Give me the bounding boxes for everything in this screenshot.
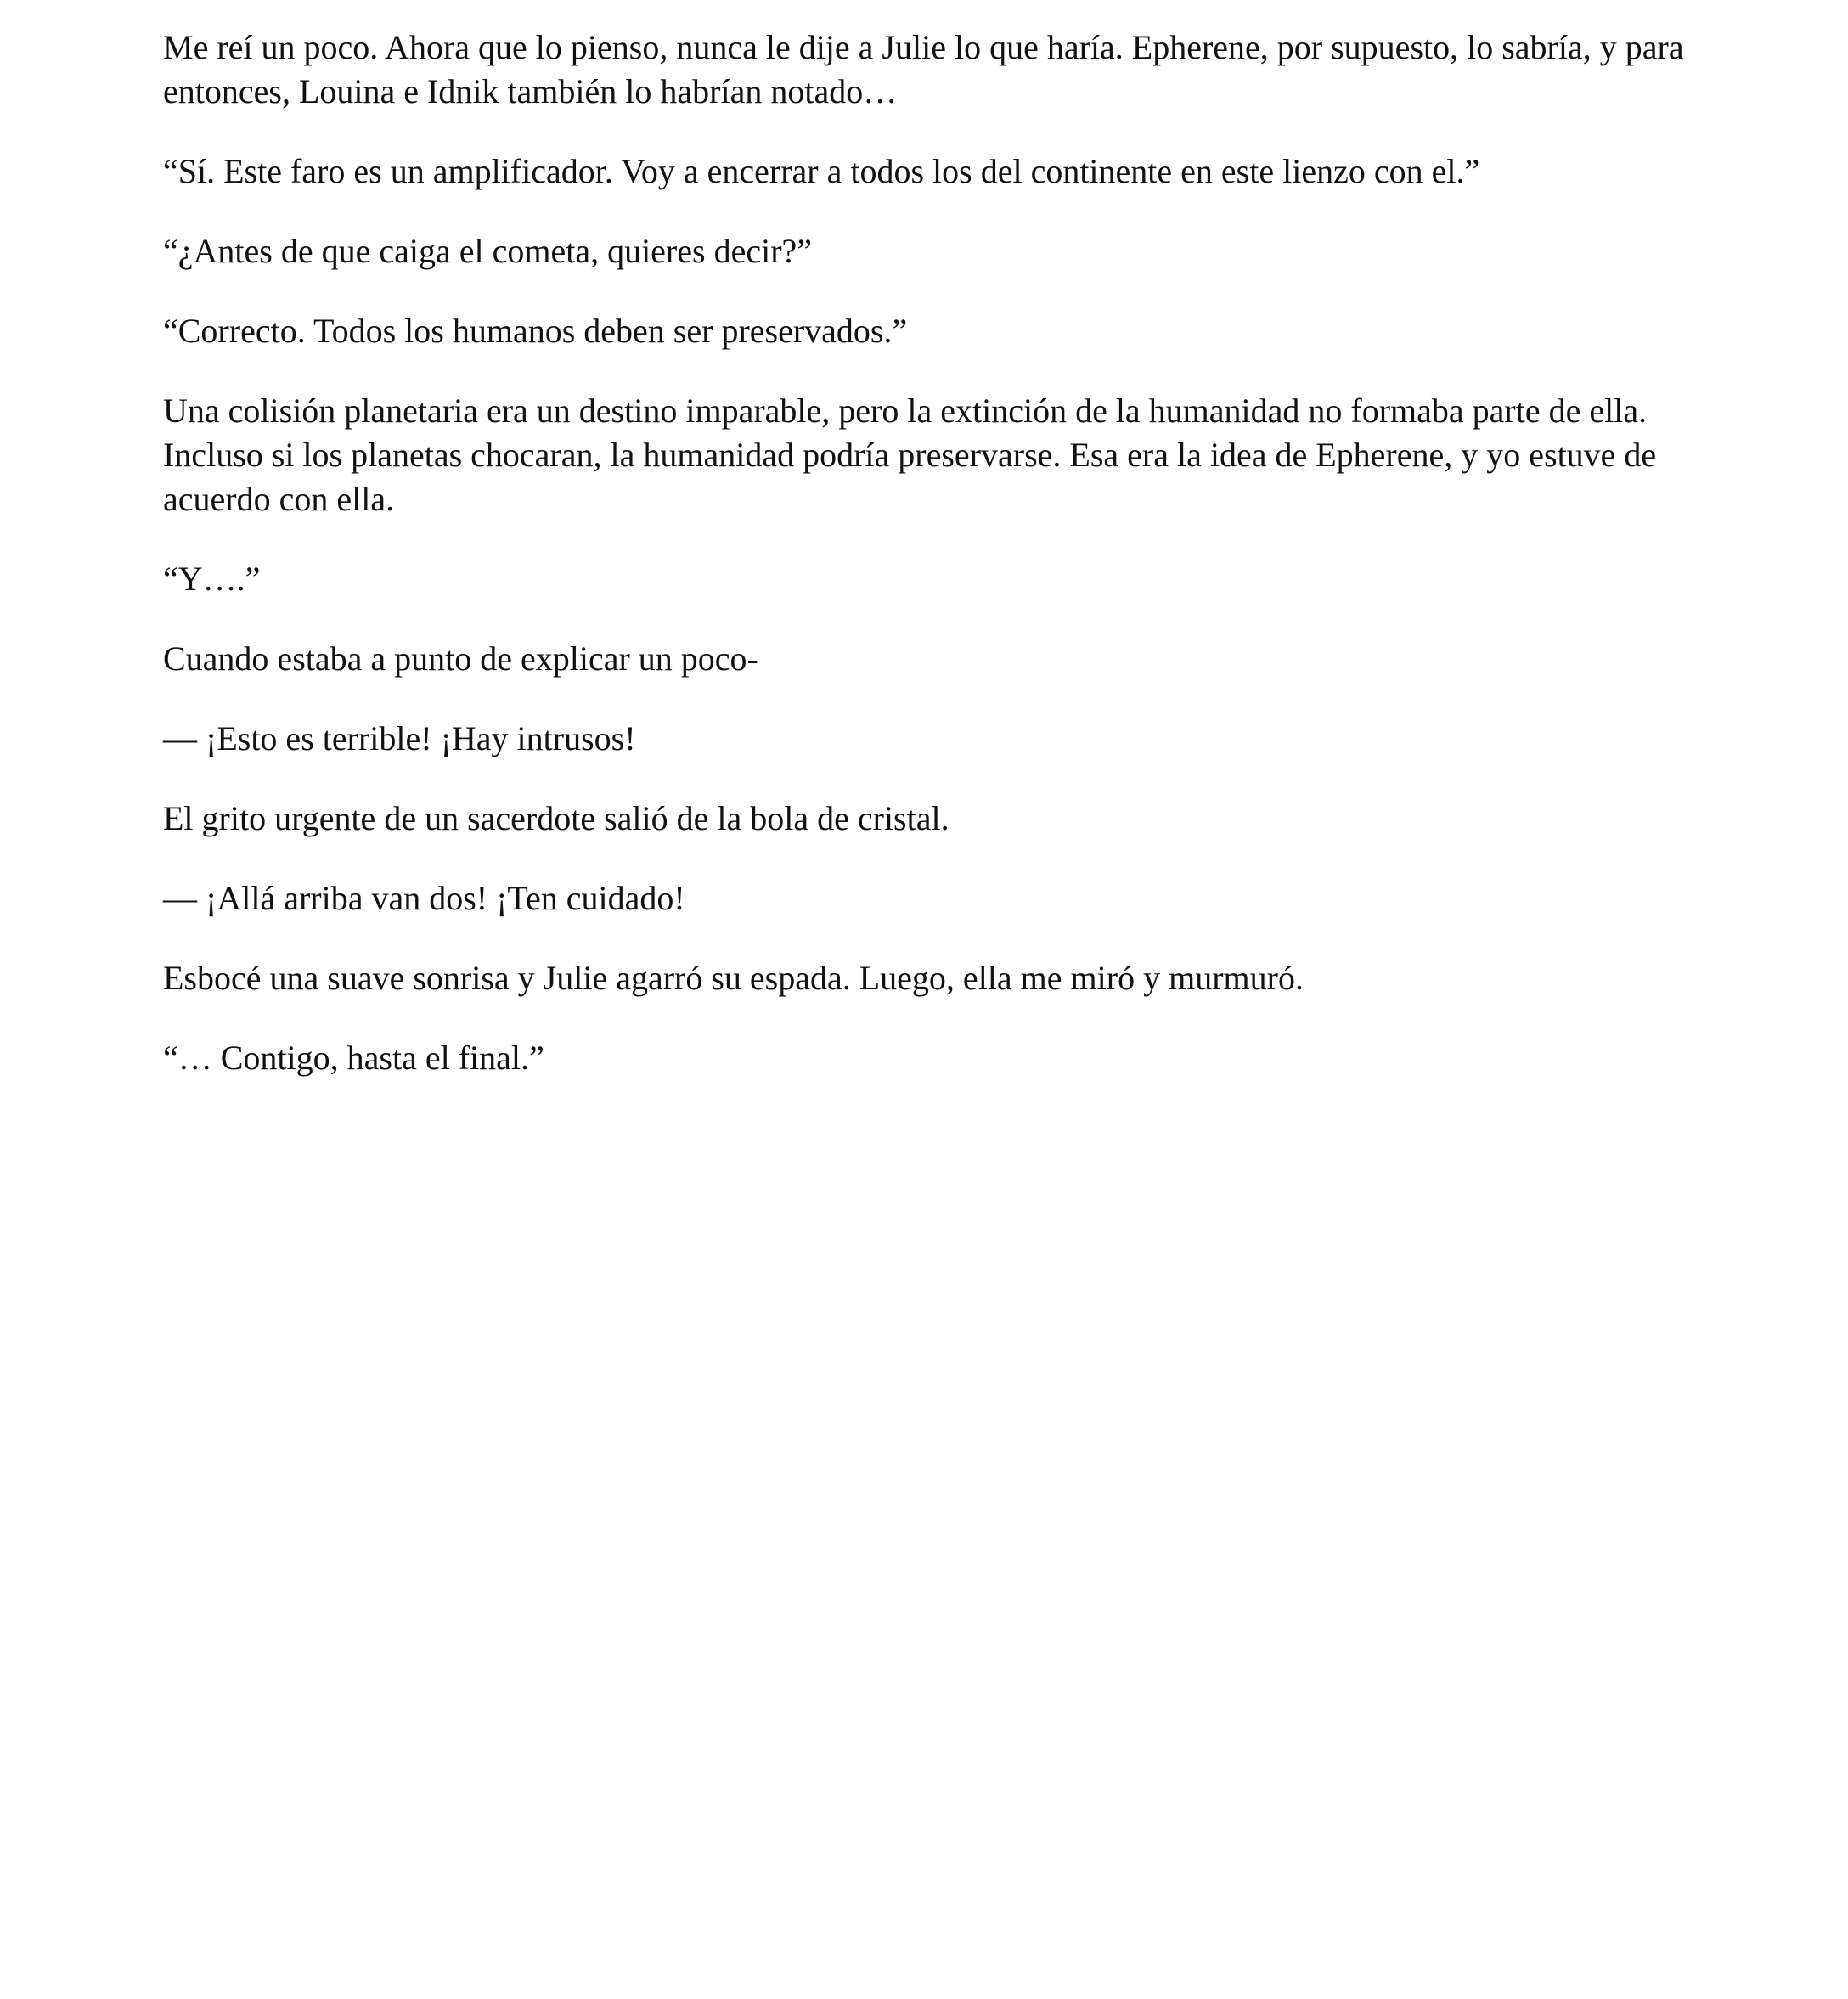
paragraph: Cuando estaba a punto de explicar un poco-	[163, 639, 758, 678]
paragraph: “… Contigo, hasta el final.”	[163, 1039, 544, 1077]
paragraph: El grito urgente de un sacerdote salió de la bola de cristal.	[163, 799, 949, 837]
paragraph: “¿Antes de que caiga el cometa, quieres decir?”	[163, 232, 813, 270]
paragraph: — ¡Allá arriba van dos! ¡Ten cuidado!	[163, 879, 685, 917]
paragraph: Una colisión planetaria era un destino imparable, pero la extinción de la humanidad no formaba parte de ella. Incluso si los planetas chocaran, la humanidad podría preservarse. Esa era la idea de Epherene, y yo estuve de acuerdo con ella.	[163, 391, 1657, 518]
paragraph: “Correcto. Todos los humanos deben ser preservados.”	[163, 312, 908, 350]
document-body	[163, 25, 1692, 1116]
paragraph: — ¡Esto es terrible! ¡Hay intrusos!	[163, 719, 636, 757]
paragraph: Esbocé una suave sonrisa y Julie agarró su espada. Luego, ella me miró y murmuró.	[163, 959, 1304, 997]
paragraph: Me reí un poco. Ahora que lo pienso, nunca le dije a Julie lo que haría. Epherene, por supuesto, lo sabría, y para entonces, Louina e Idnik también lo habrían notado…	[163, 28, 1684, 110]
paragraph: “Y….”	[163, 560, 261, 598]
paragraph: “Sí. Este faro es un amplificador. Voy a encerrar a todos los del continente en este lienzo con el.”	[163, 152, 1480, 190]
